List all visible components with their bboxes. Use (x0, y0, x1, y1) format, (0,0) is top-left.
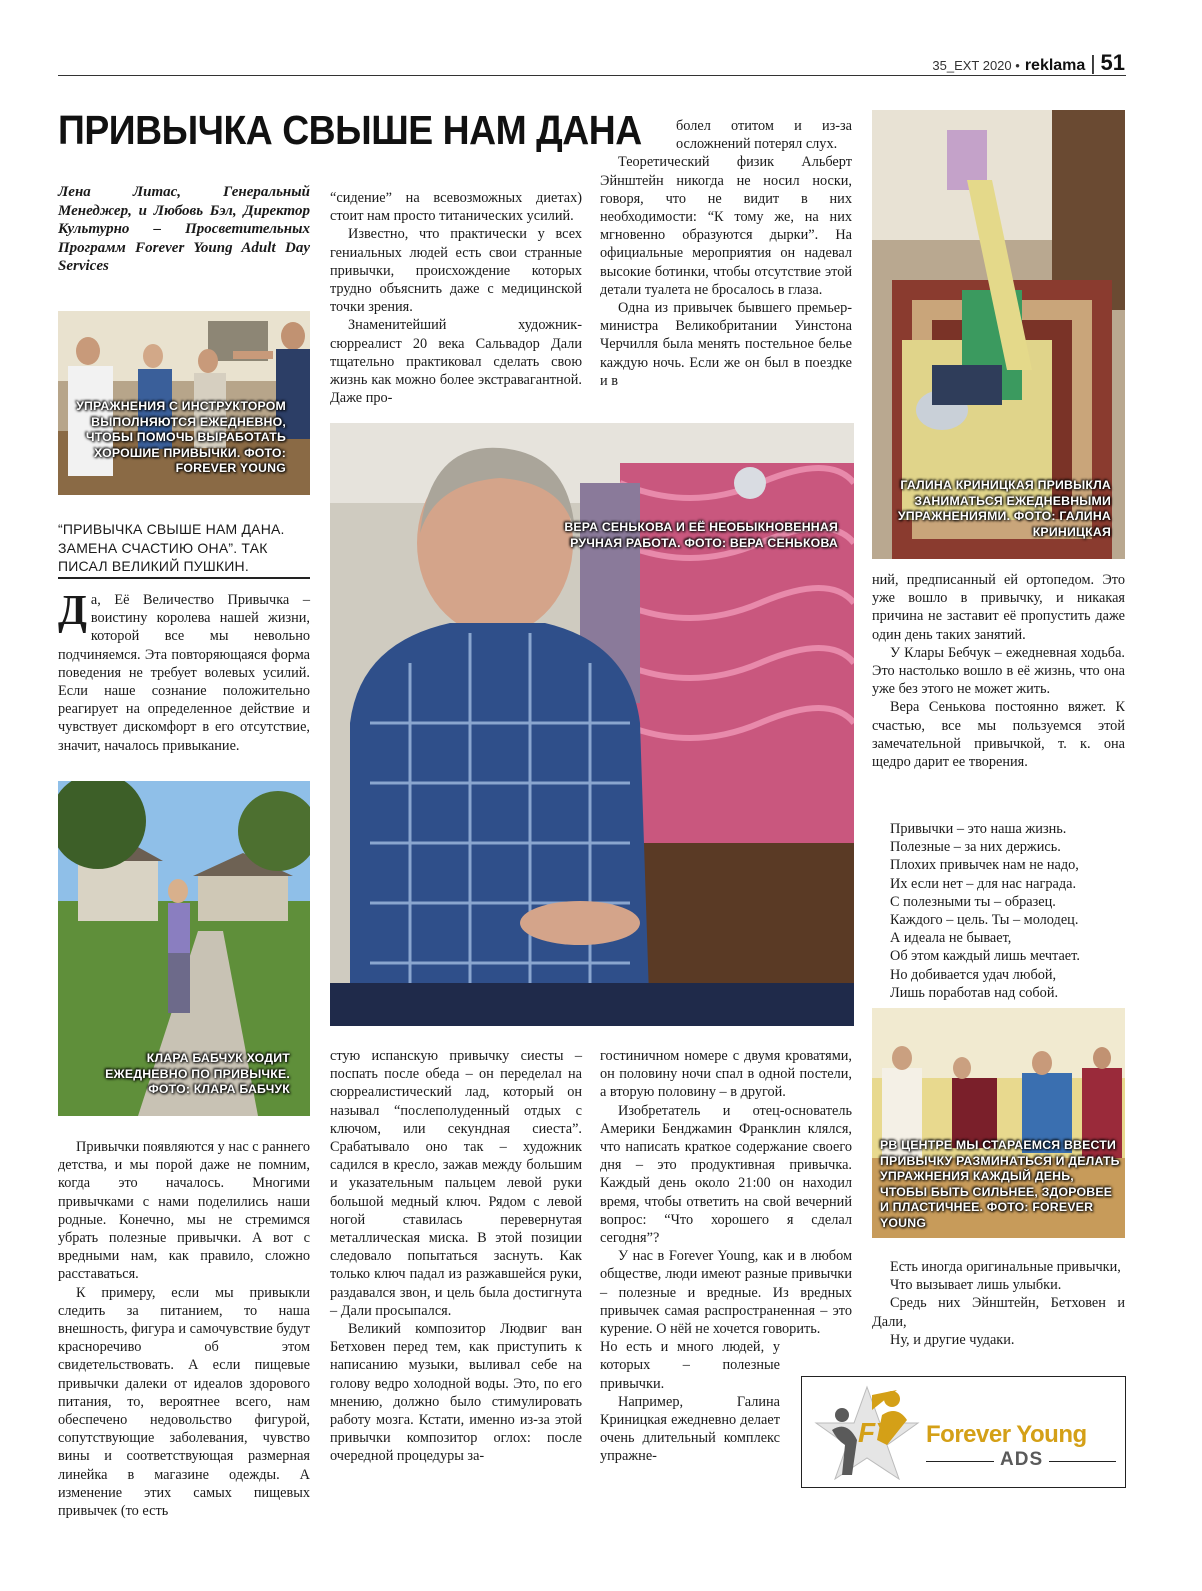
poem-line: Об этом каждый лишь мечтает. (890, 948, 1080, 965)
pull-quote-rule (58, 577, 310, 579)
issue-label: 35_EXT 2020 • (932, 58, 1020, 73)
poem (890, 820, 1125, 1002)
paragraph: Средь них Эйнштейн, Бетховен и Дали, (872, 1295, 1125, 1330)
poem-line: Полезные – за них держись. (890, 839, 1061, 856)
paragraph: Великий композитор Людвиг ван Бетховен перед тем, как приступить к написанию музыки, выливал себе на голову ведро холодной воды. Это, по его мнению, должно было стимулировать работу мозга. Кстати, именно из-за этой привычки композитор оглох: после очередной процедуры за- (330, 1321, 582, 1465)
paragraph: Одна из привычек бывшего премьер-министра Великобритании Уинстона Черчилля была менять постельное белье каждую ночь. Если же он был в поездке и в (600, 300, 852, 389)
article-title: ПРИВЫЧКА СВЫШЕ НАМ ДАНА (58, 107, 642, 153)
paragraph: К примеру, если мы привыкли следить за питанием, то наша внешность, фигура и самочувствие будут красноречиво об этом свидетельствовать. А если пищевые привычки далеки от идеалов здорового питания, то, вероятнее всего, нам обеспечено недовольство фигурой, сопутствующие заболевания, чувство вины и соответствующая размерная линейка в магазине одежды. А изменение этих самых пищевых привычек (то есть (58, 1284, 310, 1520)
paragraph: Есть иногда оригинальные привычки, (890, 1259, 1121, 1275)
paragraph: “сидение” на всевозможных диетах) стоит нам просто титанических усилий. (330, 190, 582, 225)
paragraph: гостиничном номере с двумя кроватями, он половину ночи спал в одной постели, а вторую половину – в другой. (600, 1048, 852, 1101)
poem-line: Лишь поработав над собой. (890, 984, 1059, 1001)
poem-line: А идеала не бывает, (890, 930, 1012, 947)
paragraph: Например, Галина Криницкая ежедневно делает очень длительный комплекс упражне- (600, 1393, 780, 1465)
paragraph: У нас в Forever Young, как и в любом обществе, люди имеют разные привычки – полезные и вредные. Из вредных привычек самая распространенная – это курение. О нёй не хочется говорить. (600, 1248, 852, 1338)
poem-line: Привычки – это наша жизнь. (890, 821, 1067, 837)
poem-line: Плохих привычек нам не надо, (890, 857, 1079, 874)
poem-line: Их если нет – для нас награда. (890, 875, 1077, 892)
poem-line: Каждого – цель. Ты – молодец. (890, 912, 1079, 929)
paragraph: Теоретический физик Альберт Эйнштейн никогда не носил носки, говоря, что не видит в них необходимости: “К тому же, на них мгновенно образуются дырки”. На официальные мероприятия он надевал высокие ботинки, чтобы отсутствие этой детали туалета не бросалось в глаза. (600, 154, 852, 298)
poem-line: С полезными ты – образец. (890, 893, 1056, 910)
exercise-photo-caption: УПРАЖНЕНИЯ С ИНСТРУКТОРОМ ВЫПОЛНЯЮТСЯ ЕЖЕДНЕВНО, ЧТОБЫ ПОМОЧЬ ВЫРАБОТАТЬ ХОРОШИЕ ПРИВЫЧКИ. ФОТО: FOREVER YOUNG (76, 399, 286, 475)
section-name: reklama (1024, 57, 1086, 74)
byline: Лена Литас, Генеральный Менеджер, и Любовь Бэл, Директор Культурно – Просветительных Программ Forever Young Adult Day Services (58, 184, 310, 274)
column-2-top (330, 189, 582, 407)
galina-photo-caption: ГАЛИНА КРИНИЦКАЯ ПРИВЫКЛА ЗАНИМАТЬСЯ ЕЖЕДНЕВНЫМИ УПРАЖНЕНИЯМИ. ФОТО: ГАЛИНА КРИНИЦКАЯ (897, 478, 1111, 539)
poem-line: Но добивается удач любой, (890, 966, 1057, 983)
vera-photo-caption: ВЕРА СЕНЬКОВА И ЕЁ НЕОБЫКНОВЕННАЯ РУЧНАЯ РАБОТА. ФОТО: ВЕРА СЕНЬКОВА (564, 520, 838, 550)
center-exercise-photo (872, 1008, 1125, 1238)
page-header (932, 50, 1125, 76)
column-2-bottom (330, 1047, 582, 1466)
paragraph: Что вызывает лишь улыбки. (890, 1277, 1062, 1294)
logo-mark: FY (858, 1417, 894, 1448)
header-rule (58, 75, 1126, 76)
column-3-top (600, 117, 852, 390)
paragraph: ний, предписанный ей ортопедом. Это уже вошло в привычку, и никакая причина не заставит её пропустить даже один день таких занятий. (872, 572, 1125, 643)
column-1-intro (58, 588, 310, 755)
paragraph: Вера Сенькова постоянно вяжет. К счастью, все мы пользуемся этой замечательной привычкой, т. к. она щедро дарит ее творения. (872, 699, 1125, 771)
paragraph: Привычки появляются у нас с раннего детства, и мы порой даже не помним, когда это началось. Многими привычками с нами поделились наши родные. Конечно, мы не стремимся убрать полезные привычки. А вот с вредными нам, как правило, сложно расставаться. (58, 1139, 310, 1283)
drop-cap: Д (58, 588, 87, 634)
forever-young-ad[interactable] (801, 1376, 1126, 1488)
galina-photo (872, 110, 1125, 559)
paragraph: Но есть и много людей, у которых – полезные привычки. (600, 1339, 780, 1392)
paragraph: Известно, что практически у всех гениальных людей есть свои странные привычки, происхождение которых трудно объяснить даже с медицинской точки зрения. (330, 226, 582, 316)
column-4-bottom (872, 1258, 1125, 1349)
column-1-bottom (58, 1138, 310, 1520)
exercise-class-photo (58, 311, 310, 495)
ad-sub: ADS (994, 1450, 1049, 1469)
ad-brand-name: Forever Young (926, 1421, 1087, 1448)
walking-photo (58, 781, 310, 1116)
paragraph: болел отитом и из-за осложнений потерял слух. (676, 118, 852, 153)
walking-photo-caption: КЛАРА БАБЧУК ХОДИТ ЕЖЕДНЕВНО ПО ПРИВЫЧКЕ. ФОТО: КЛАРА БАБЧУК (105, 1051, 290, 1096)
pull-quote: “ПРИВЫЧКА СВЫШЕ НАМ ДАНА. ЗАМЕНА СЧАСТИЮ ОНА”. ТАК ПИСАЛ ВЕЛИКИЙ ПУШКИН. (58, 521, 285, 574)
vera-photo (330, 423, 854, 1026)
paragraph: У Клары Бебчук – ежедневная ходьба. Это настолько вошло в её жизнь, что она уже без этого не может жить. (872, 644, 1125, 698)
intro-paragraph: а, Её Величество Привычка – воистину королева нашей жизни, которой все мы невольно подчиняемся. Эта повторяющаяся форма поведения не требует волевых усилий. Если наше сознание положительно реагирует на определенное действие и чувствует дискомфорт в его отсутствие, значит, началось привыкание. (58, 592, 310, 754)
column-4-top (872, 571, 1125, 771)
paragraph: Ну, и другие чудаки. (890, 1331, 1015, 1348)
header-separator: | (1090, 53, 1096, 75)
page-number: 51 (1100, 50, 1125, 75)
center-photo-caption: РВ ЦЕНТРЕ МЫ СТАРАЕМСЯ ВВЕСТИ ПРИВЫЧКУ РАЗМИНАТЬСЯ И ДЕЛАТЬ УПРАЖНЕНИЯ КАЖДЫЙ ДЕНЬ, ЧТОБЫ БЫТЬ СИЛЬНЕЕ, ЗДОРОВЕЕ И ПЛАСТИЧНЕЕ. ФОТО: FOREVER YOUNG (880, 1138, 1120, 1230)
paragraph: Знаменитейший художник-сюрреалист 20 века Сальвадор Дали тщательно практиковал сделать свою жизнь как можно более экстравагантной. Даже про- (330, 317, 582, 407)
paragraph: стую испанскую привычку сиесты – поспать после обеда – он переделал на сюрреалистический лад, который он называл “послеполуденный отдых с ключом, или секундная сиеста”. Срабатывало оно так – художник садился в кресло, зажав между большим и указательным пальцем левой руки большой медный ключ. Рядом с левой ногой ставилась перевернутая металлическая миска. В этой позиции следовало попытаться заснуть. Как только ключ падал из разжавшейся руки, раздавался звон, и цель была достигнута – Дали просыпался. (330, 1048, 582, 1319)
paragraph: Изобретатель и отец-основатель Америки Бенджамин Франклин клялся, что написать краткое содержание своего дня – это продуктивная привычка. Каждый день около 21:00 он находил время, чтобы ответить на свой вечерний вопрос: “Что хорошего я сделал сегодня”? (600, 1102, 852, 1247)
